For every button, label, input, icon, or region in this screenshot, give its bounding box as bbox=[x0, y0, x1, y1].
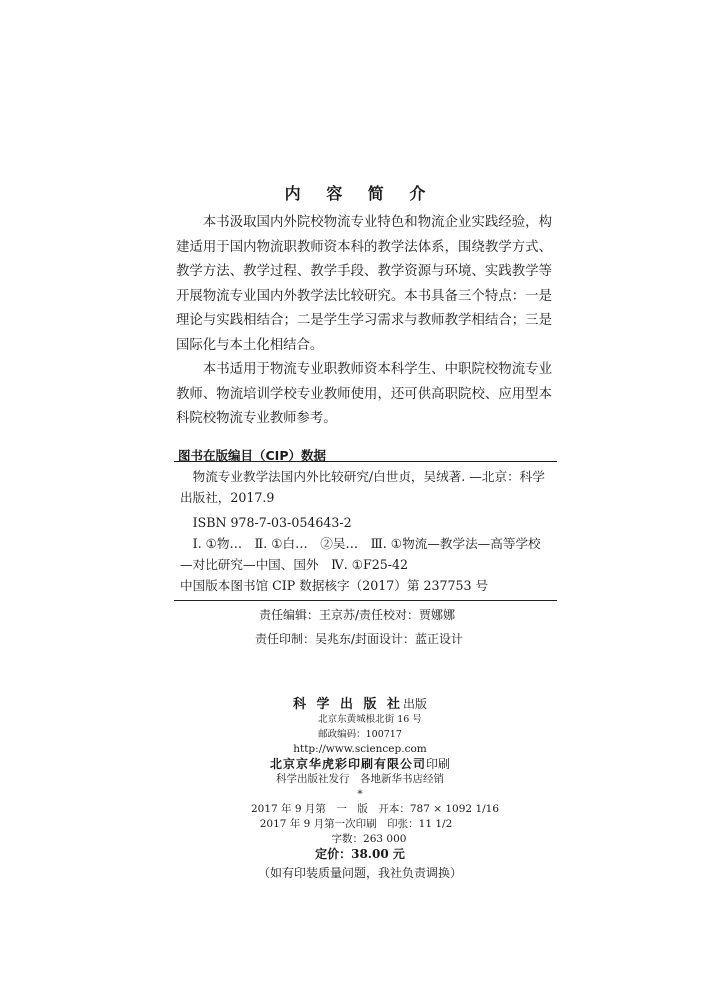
credits-production-line: 责任印制：吴兆东/封面设计：蓝正设计 bbox=[255, 632, 464, 646]
credits bbox=[255, 603, 463, 651]
summary-paragraph-2: 本书适用于物流专业职教师资本科学生、中职院校物流专业教师、物流培训学校专业教师使用，还可供高职院校、应用型本科院校物流专业教师参考。 bbox=[176, 362, 552, 426]
publisher-line bbox=[0, 697, 720, 712]
printing-line: 2017 年 9 月第一次印刷 印张：11 1/2 bbox=[259, 818, 453, 830]
publisher-suffix: 出版 bbox=[403, 697, 428, 711]
cip-bibliographic-line: 物流专业教学法国内外比较研究/白世贞，吴绒著. —北京：科学出版社，2017.9 bbox=[180, 469, 545, 505]
cip-heading: 图书在版编目（CIP）数据 bbox=[178, 448, 326, 463]
printer-suffix: 印刷 bbox=[426, 757, 451, 771]
cip-data-box bbox=[174, 461, 557, 601]
publisher-url: http://www.sciencep.com bbox=[293, 743, 427, 755]
separator-star: * bbox=[357, 788, 363, 800]
summary-heading: 内 容 简 介 bbox=[284, 184, 436, 203]
cip-library-number: 中国版本图书馆 CIP 数据核字（2017）第 237753 号 bbox=[180, 578, 489, 593]
printer-line bbox=[0, 757, 720, 772]
credits-editor-line: 责任编辑：王京苏/责任校对：贾娜娜 bbox=[259, 608, 456, 622]
quality-note: （如有印装质量问题，我社负责调换） bbox=[257, 866, 462, 880]
imprint-section bbox=[0, 697, 720, 881]
publisher-address: 北京东黄城根北街 16 号 bbox=[318, 714, 422, 725]
cip-isbn: ISBN 978-7-03-054643-2 bbox=[192, 515, 352, 530]
cip-classification: Ⅰ. ①物… Ⅱ. ①白… ②吴… Ⅲ. ①物流—教学法—高等学校—对比研究—中国、国外 Ⅳ. ①F25-42 bbox=[180, 536, 541, 572]
price: 定价：38.00 元 bbox=[315, 847, 405, 861]
publisher-postcode: 邮政编码：100717 bbox=[318, 729, 402, 740]
summary-paragraph-1: 本书汲取国内外院校物流专业特色和物流企业实践经验，构建适用于国内物流职教师资本科的教学法体系，围绕教学方式、教学方法、教学过程、教学手段、教学资源与环境、实践教学等开展物流专业国内外教学法比较研究。本书具备三个特点：一是理论与实践相结合；二是学生学习需求与教师教学相结合；三是国际化与本土化相结合。 bbox=[176, 215, 552, 353]
printer-name: 北京京华虎彩印刷有限公司 bbox=[269, 757, 426, 771]
publisher-name: 科 学 出 版 社 bbox=[292, 697, 404, 712]
word-count: 字数：263 000 bbox=[331, 833, 407, 845]
distribution-line: 科学出版社发行 各地新华书店经销 bbox=[276, 773, 444, 785]
summary-section bbox=[176, 211, 552, 432]
edition-line: 2017 年 9 月第 一 版 开本：787 × 1092 1/16 bbox=[250, 803, 500, 815]
